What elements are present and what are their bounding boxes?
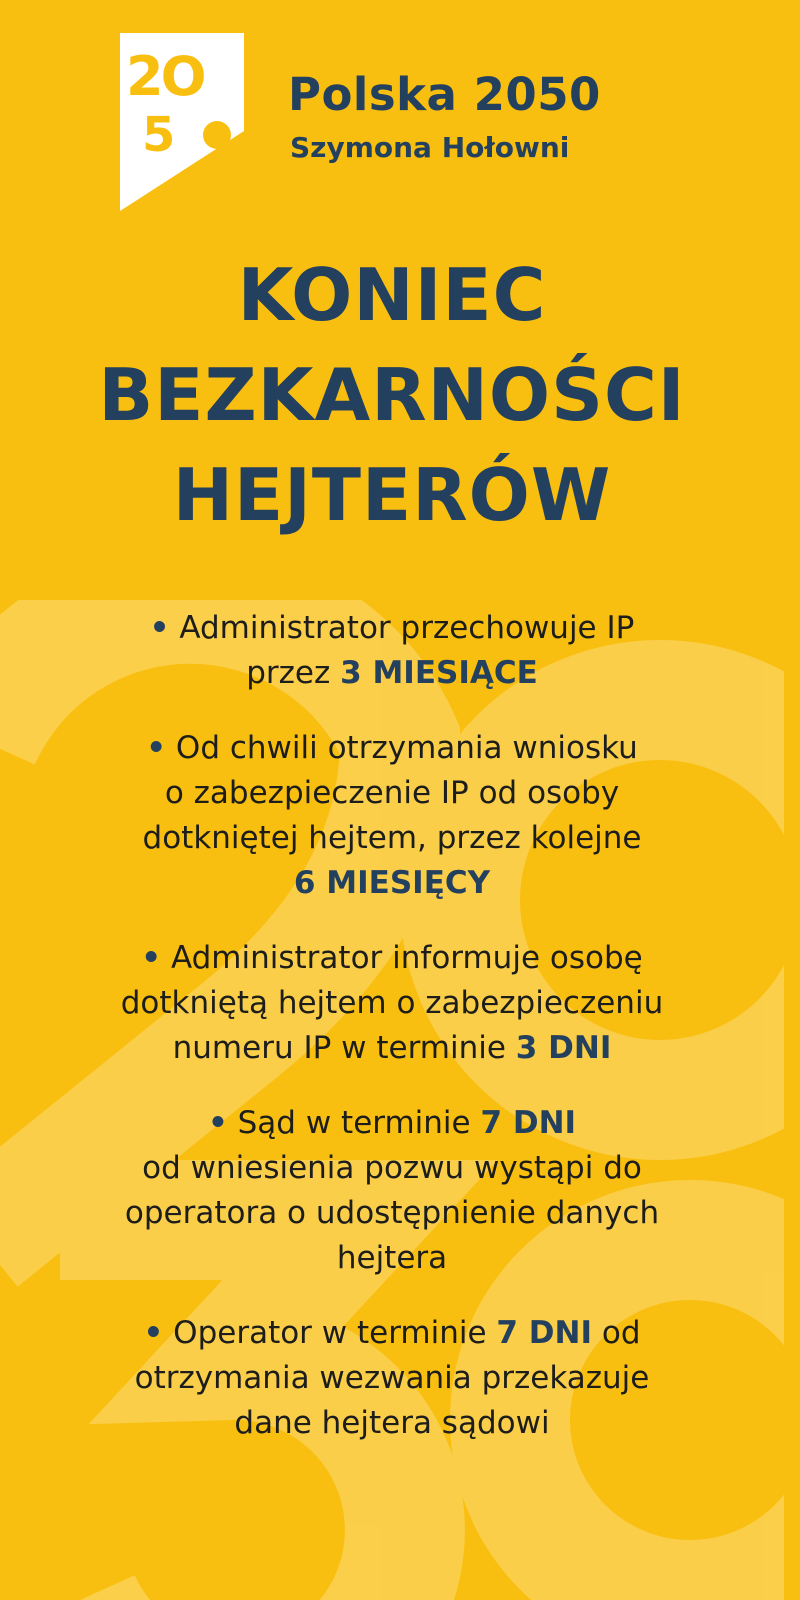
bullet-highlight: 3 DNI — [515, 1030, 612, 1066]
bullet-line — [0, 1236, 784, 1281]
bullet-text: hejtera — [336, 1240, 448, 1276]
bullet-text: operatora o udostępnienie danych — [124, 1195, 660, 1231]
bullet-text: Administrator przechowuje IP — [179, 610, 635, 646]
bullet-text: dotkniętej hejtem, przez kolejne — [142, 820, 642, 856]
bullet-text: Administrator informuje osobę — [170, 940, 643, 976]
bullet-highlight: 7 DNI — [480, 1105, 577, 1141]
bullet-text: otrzymania wezwania przekazuje — [134, 1360, 650, 1396]
bullet-line — [0, 1026, 784, 1071]
svg-text:5: 5 — [142, 107, 176, 163]
bullet-highlight: 7 DNI — [496, 1315, 592, 1351]
bullet-line — [0, 771, 784, 816]
bullet-line — [0, 1356, 784, 1401]
headline-line: HEJTERÓW — [172, 453, 612, 537]
svg-text:2O: 2O — [126, 45, 204, 108]
headline-line: BEZKARNOŚCI — [98, 353, 686, 437]
polska-2050-logo-icon — [120, 33, 244, 211]
brand-name: Polska 2050 — [288, 68, 601, 121]
bullet-line — [0, 1146, 784, 1191]
bullet-dot-icon: • — [143, 1315, 164, 1351]
bullet-text: o zabezpieczenie IP od osoby — [164, 775, 620, 811]
bullet-text: Od chwili otrzymania wniosku — [175, 730, 638, 766]
bullet-text: Operator w terminie — [173, 1315, 497, 1351]
bullet-dot-icon: • — [141, 940, 162, 976]
brand-subtitle: Szymona Hołowni — [290, 131, 570, 164]
bullet-highlight: 3 MIESIĄCE — [340, 655, 538, 691]
bullet-line — [0, 1191, 784, 1236]
bullet-list — [0, 606, 784, 1476]
bullet-text: numeru IP w terminie — [172, 1030, 516, 1066]
bullet-dot-icon: • — [149, 610, 170, 646]
bullet-text: przez — [246, 655, 341, 691]
bullet-item — [0, 1311, 784, 1446]
bullet-line — [0, 606, 784, 651]
bullet-highlight: 6 MIESIĘCY — [293, 865, 491, 901]
bullet-text: dane hejtera sądowi — [234, 1405, 550, 1441]
bullet-line — [0, 726, 784, 771]
bullet-line — [0, 936, 784, 981]
bullet-line — [0, 1401, 784, 1446]
bullet-line — [0, 861, 784, 906]
bullet-text: dotkniętą hejtem o zabezpieczeniu — [120, 985, 664, 1021]
bullet-item — [0, 606, 784, 696]
bullet-line — [0, 981, 784, 1026]
headline-line: KONIEC — [237, 253, 547, 337]
bullet-line — [0, 1311, 784, 1356]
bullet-line — [0, 651, 784, 696]
bullet-line — [0, 1101, 784, 1146]
bullet-text: od — [592, 1315, 641, 1351]
bullet-dot-icon: • — [207, 1105, 228, 1141]
bullet-dot-icon: • — [146, 730, 167, 766]
bullet-text: od wniesienia pozwu wystąpi do — [142, 1150, 642, 1186]
headline — [0, 245, 784, 545]
bullet-item — [0, 726, 784, 906]
bullet-item — [0, 936, 784, 1071]
bullet-text: Sąd w terminie — [237, 1105, 481, 1141]
bullet-item — [0, 1101, 784, 1281]
bullet-line — [0, 816, 784, 861]
